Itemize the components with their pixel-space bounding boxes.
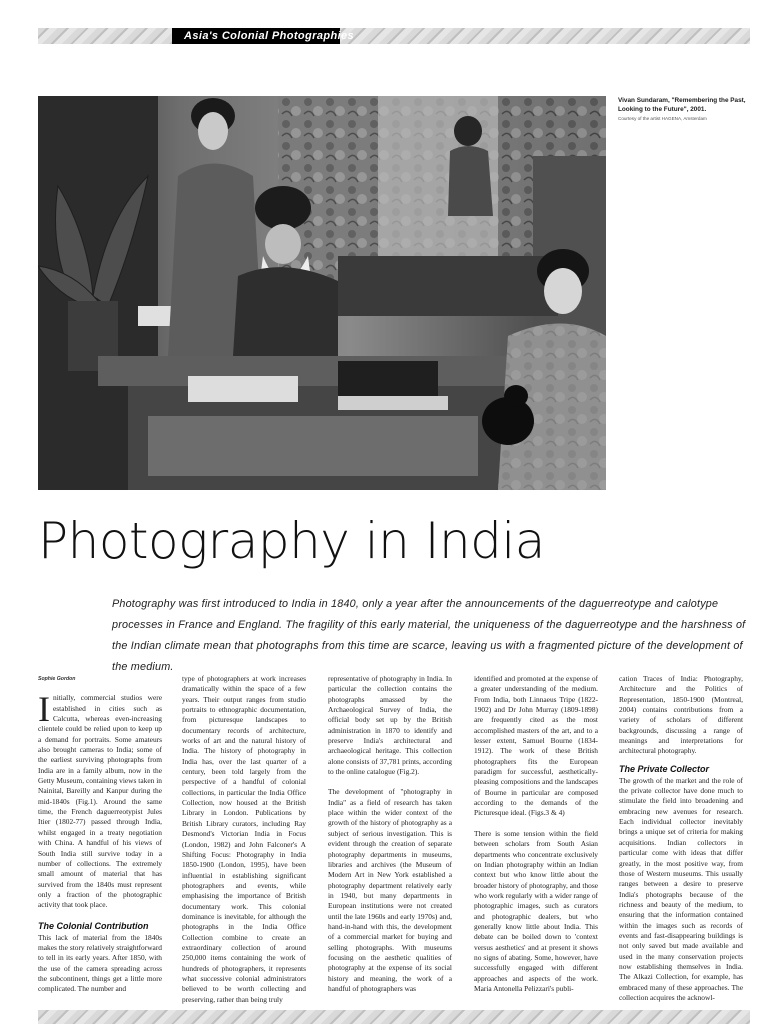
header-decorative-band: [38, 28, 750, 44]
article-column-4: [474, 674, 598, 994]
photo-caption-title: Vivan Sundaram, "Remembering the Past, Looking to the Future", 2001.: [618, 97, 746, 113]
paragraph: representative of photography in India. In particular the collection contains the photographs amassed by the Archaeological Survey of India, the official body set up by the British administration in 1870 to identify and preserve India's architectural and archaeological heritage. This collection alone consists of 37,781 prints, according to the online catalogue (Fig.2).: [328, 674, 452, 777]
subhead-colonial-contribution: The Colonial Contribution: [38, 920, 149, 931]
subhead-private-collector: The Private Collector: [619, 763, 710, 774]
article-title: Photography in India: [38, 512, 545, 570]
paragraph: identified and promoted at the expense of a greater understanding of the medium. From India, both Linnaeus Tripe (1822-1902) and Dr John Murray (1809-1898) are frequently cited as the most accomplished masters of the art, and to a lesser extent, Samuel Bourne (1834-1912). The work of these British photographers fits the European paradigm for successful, aesthetically-pleasing compositions and the landscapes of Bourne in particular are composed according to the demands of the Picturesque ideal. (Figs.3 & 4): [474, 674, 598, 818]
paragraph: This lack of material from the 1840s makes the story relatively straightforward to tell in its early years. After 1850, with the use of the camera spreading across the subcontinent, things get a little more complicated. The number and: [38, 932, 162, 994]
paragraph: [38, 689, 162, 910]
article-column-2: [182, 674, 306, 1005]
footer-decorative-band: [38, 1010, 750, 1024]
header-section-title: Asia's Colonial Photographies: [184, 30, 355, 42]
photo-caption-credit: Courtesy of the artist HAGENA, Amsterdam: [618, 116, 707, 121]
paragraph: The development of "photography in India" as a field of research has taken place within the wider context of the growth of the history of photography as a subject of serious investigation. This is evident through the creation of separate photography departments in museums, libraries and archives (the Museum of Modern Art in New York established a photography department relatively early in 1940, but many departments in European institutions were not created until the late 1960s and early 1970s) and, hand-in-hand with this, the development of a commercial market for buying and selling photographs. With museums focusing on the aesthetic qualities of photography at the expense of its social history and meaning, the work of a handful of photographers was: [328, 787, 452, 993]
article-author: Sophie Gordon: [38, 676, 76, 682]
paragraph-text: nitially, commercial studios were established in cities such as Calcutta, whereas even-increasing clientele could be relied upon to keep up a demand for portraits. Some amateurs also brought cameras to India; some of the earliest surviving photographs from India are in a family album, now in the Getty Museum, containing views taken in Nainital, Bareilly and Kanpur during the mid-1840s (Fig.1). Around the same time, the French daguerreotypist Jules Itier (1802-77) passed through India, whilst engaged in a treaty negotiation with China. A handful of his views of South India still survive today in a number of collections. The extremely small amount of material that has survived from the 1840s must represent only a fraction of the photographic activity that took place.: [38, 693, 162, 910]
article-column-3: [328, 674, 452, 994]
article-column-1: [38, 674, 162, 995]
paragraph: The growth of the market and the role of the private collector have done much to stimulate the field into broadening and embracing new avenues for research. Each individual collector inevitably brings a unique set of criteria for making acquisitions. Indian collectors in particular come with ideas that differ greatly, in the most positive way, from those of Western museums. This usually ranges between a desire to preserve India's photographs because of the richness and beauty of the medium, to ensuring that the information contained within the images such as records of events and fast-disappearing buildings is not only saved but made available and used in the many conservation projects now establishing themselves in India. The Alkazi Collection, for example, has embraced many of these approaches. The collection acquires the acknowl-: [619, 775, 743, 1002]
drop-cap: I: [38, 689, 50, 730]
article-column-5: [619, 674, 743, 1003]
paragraph: There is some tension within the field between scholars from South Asian departments who concentrate exclusively on Indian photography within an Indian context but who know little about the broader history of photography, and those who work regularly with a wider range of photographic images, such as curators and photographic dealers, but who generally know little about India. This debate can be boiled down to 'context versus aesthetics' and at present it shows no signs of abating. Some, however, have successfully engaged with different approaches and aspects of the work. Maria Antonella Pelizzari's publi-: [474, 828, 598, 993]
main-photograph: [38, 96, 606, 490]
article-intro: Photography was first introduced to India in 1840, only a year after the announcements of the daguerreotype and calotype processes in France and England. The fragility of this early material, the uniqueness of the daguerreotype and the harshness of the Indian climate mean that photographs from this time are scarce, leaving us with a fragmented picture of the development of the medium.: [112, 598, 746, 673]
photo-caption: [618, 96, 753, 121]
paragraph: cation Traces of India: Photography, Architecture and the Politics of Representation, 1850-1900 (Montreal, 2004) contains contributions from a variety of scholars of different backgrounds, discussing a range of meanings and interpretations for architectural photography.: [619, 674, 743, 756]
paragraph: type of photographers at work increases dramatically within the space of a few years. Their output ranges from studio portraits to ethnographic documentation, from picturesque landscapes to documentary records of architecture, works of art and the natural history of India. The history of photography in India has, over the last quarter of a century, been told largely from the perspective of a handful of colonial collections, in particular the India Office Collection, now housed at the British Library in London. Publications by British Library curators, including Ray Desmond's Victorian India in Focus (London, 1982) and John Falconer's A Shifting Focus: Photography in India 1850-1900 (London, 1995), have been influential in establishing significant photographers and events, while emphasising the importance of British documentary work. This colonial dominance is inevitable, for although the photographs in the India Office Collection combine to create an extraordinary collection of around 250,000 items containing the work of hundreds of photographers, it represents what successive colonial administrators believed to be worth collecting and preserving, rather than being truly: [182, 674, 306, 1004]
